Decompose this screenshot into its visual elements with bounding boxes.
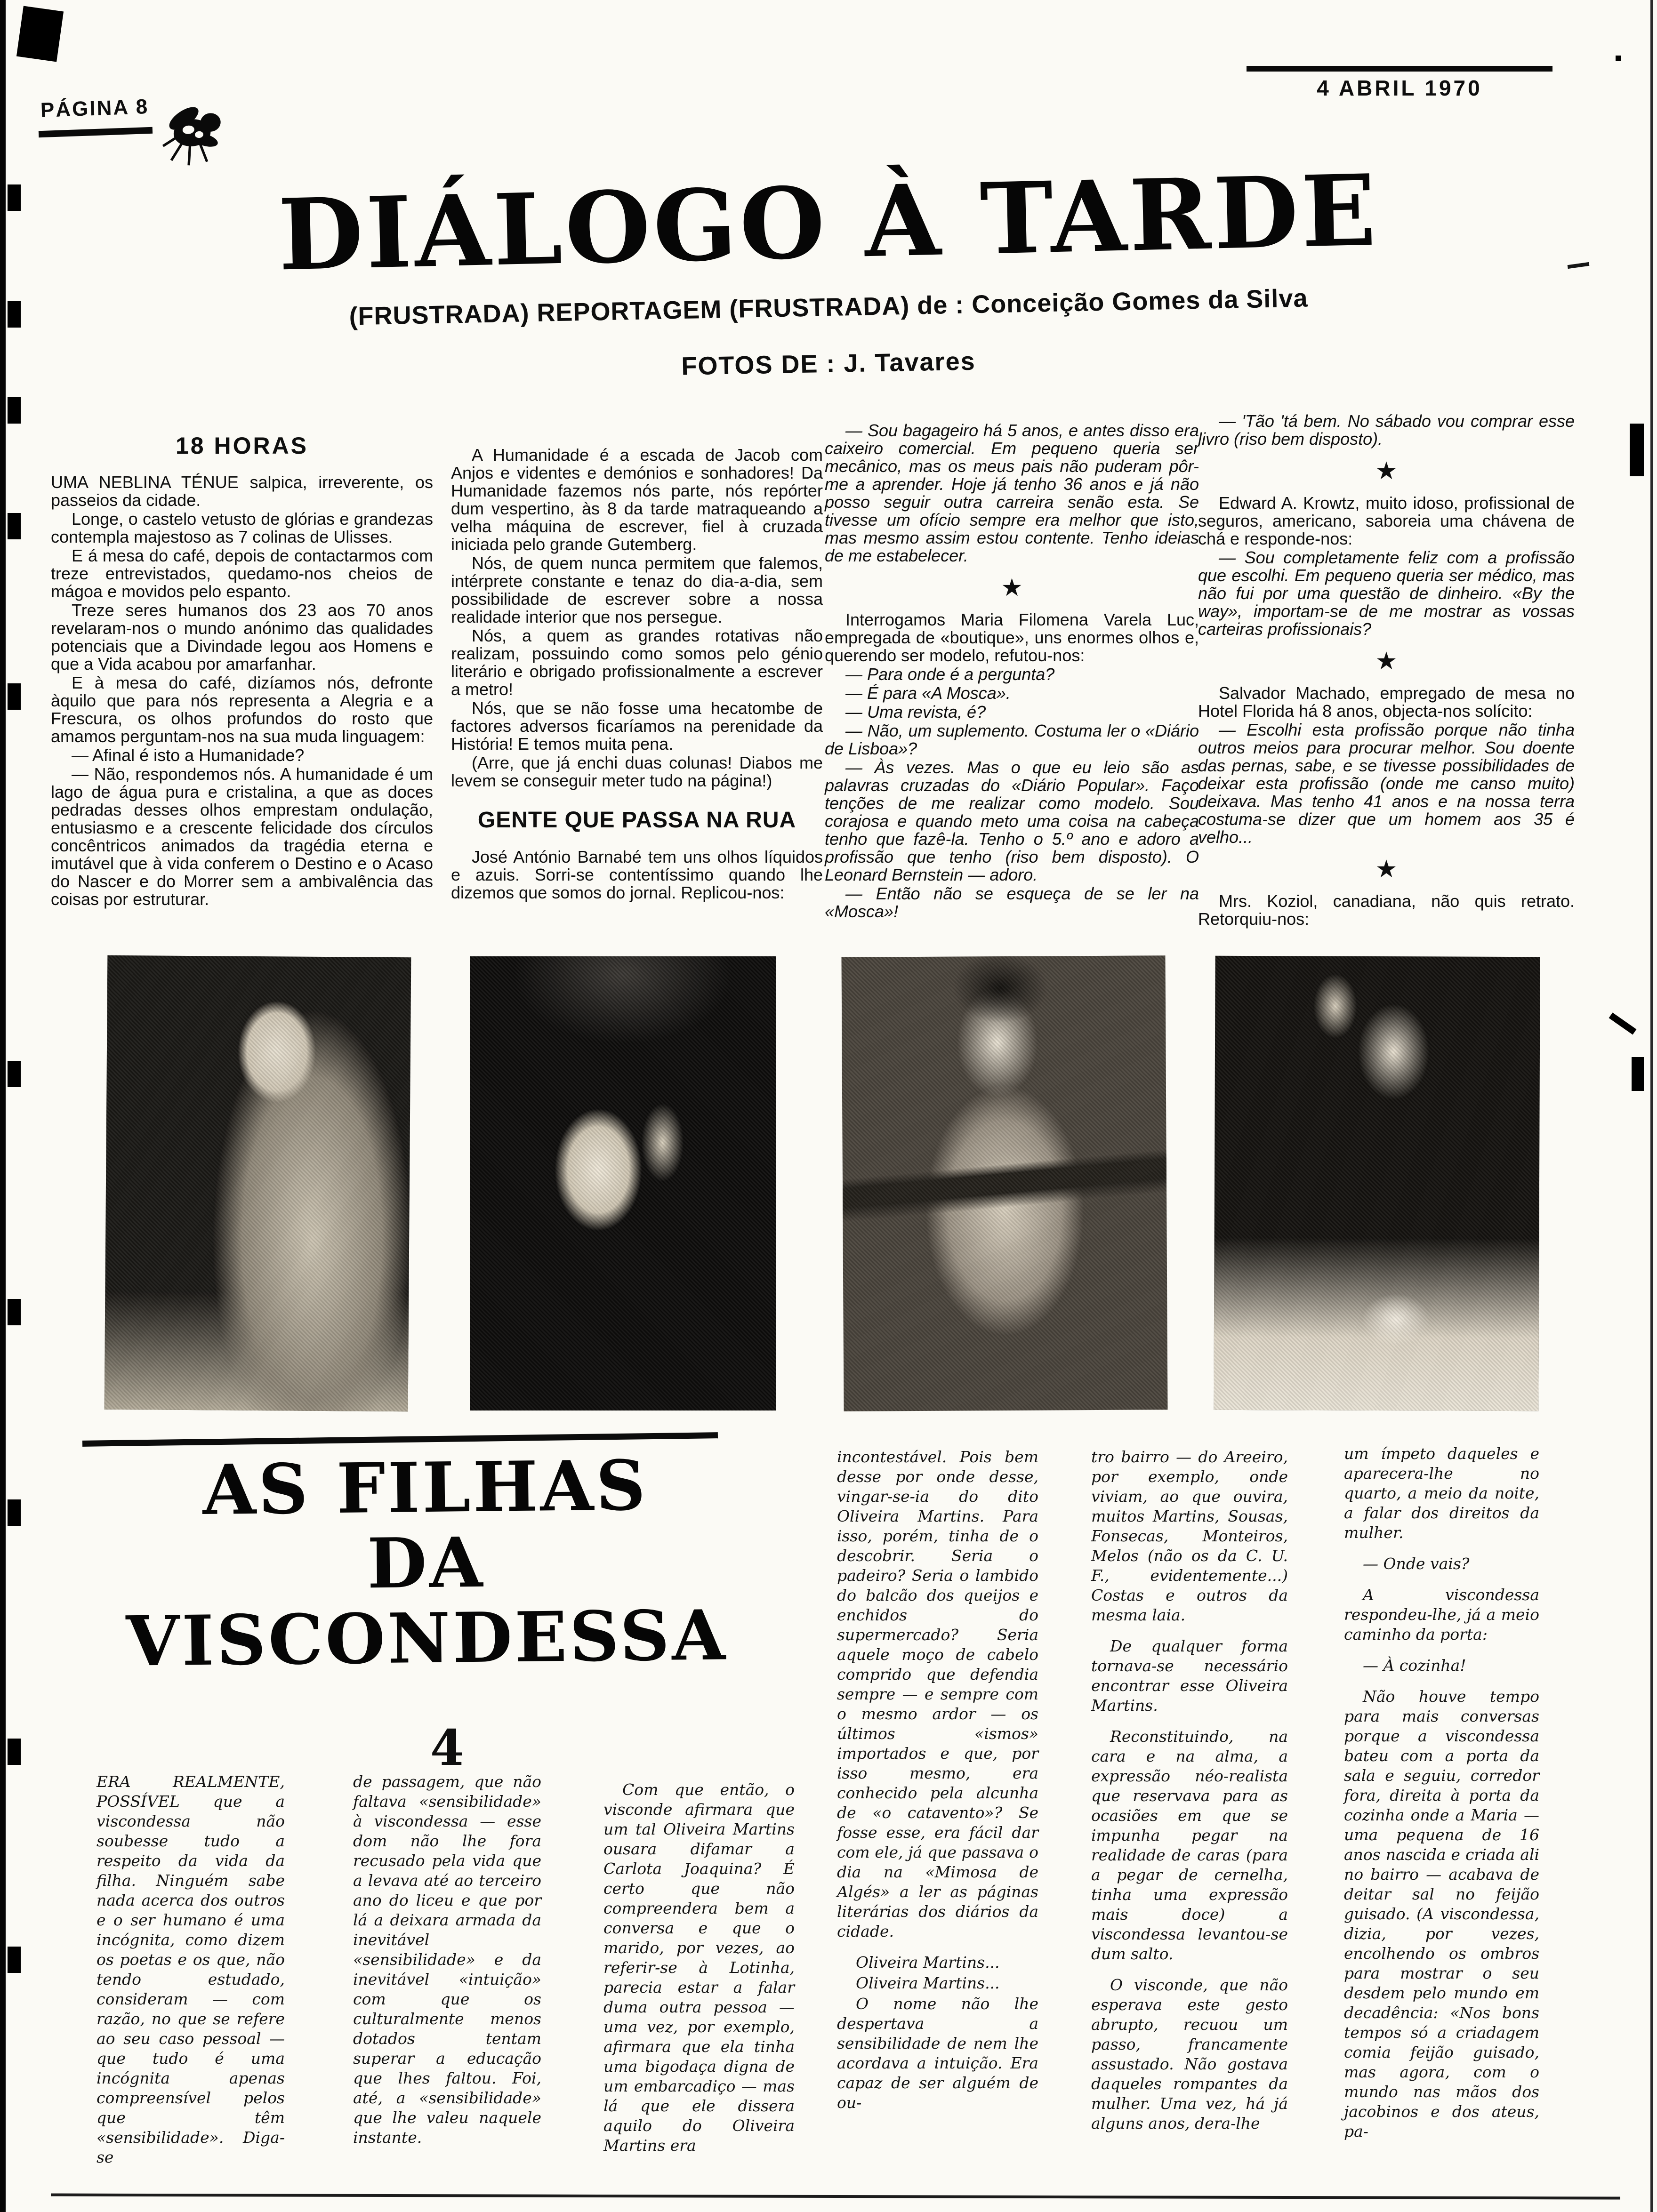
paragraph: Salvador Machado, empregado de mesa no Hotel Florida há 8 anos, objecta-nos solícito: xyxy=(1198,683,1575,721)
subhead-gente-que-passa-na-rua: GENTE QUE PASSA NA RUA xyxy=(477,808,796,833)
paragraph: Interrogamos Maria Filomena Varela Luc, empregada de «boutique», uns enormes olhos e, querendo ser modelo, refutou-nos: xyxy=(825,610,1199,665)
bottom-column-2 xyxy=(353,1772,541,2159)
bottom-rule xyxy=(51,2194,1620,2200)
bottom-column-6 xyxy=(1344,1444,1539,2153)
scan-edge-right xyxy=(1650,0,1653,2212)
paragraph: — Para onde é a pergunta? xyxy=(845,665,1055,684)
byline: (FRUSTRADA) REPORTAGEM (FRUSTRADA) de : Conceição Gomes da Silva xyxy=(349,284,1308,331)
bottom-headline-line: AS FILHAS xyxy=(202,1445,649,1531)
star-divider-icon: ★ xyxy=(1375,856,1398,883)
scan-artifact xyxy=(8,1061,21,1087)
chapter-number: 4 xyxy=(430,1719,465,1777)
scan-artifact xyxy=(16,6,64,62)
paragraph: Treze seres humanos dos 23 aos 70 anos revelaram-nos o mundo anónimo das qualidades potenciais que a Divindade legou aos Homens e que a Vida acabou por amarfanhar. xyxy=(51,601,433,673)
page-number-underline xyxy=(39,127,153,137)
paragraph: — Às vezes. Mas o que eu leio são as palavras cruzadas do «Diário Popular». Faço tenções de me realizar como modelo. Sou corajosa e quando meto uma coisa na cabeça tenho que fazê-la. Tenho o 5.º ano e adoro a profissão que tenho (riso bem disposto). O Leonard Bernstein — adoro. xyxy=(825,758,1199,884)
bottom-headline-line: VISCONDESSA xyxy=(125,1595,728,1682)
scan-artifact xyxy=(8,301,21,328)
bottom-column-3 xyxy=(603,1780,795,2167)
paragraph: — Onde vais? xyxy=(1363,1555,1470,1573)
paragraph: O visconde, que não esperava este gesto abrupto, recuou um passo, francamente assustado. Não gostava daqueles rompantes da mulher. Uma vez, há já alguns anos, dera-lhe xyxy=(1091,1976,1288,2132)
paragraph: E à mesa do café, dizíamos nós, defronte àquilo que para nós representa a Alegria e a Frescura, os olhos profundos do rosto que amamos perguntam-nos na sua muda linguagem: xyxy=(51,673,433,746)
bottom-column-1 xyxy=(97,1772,285,2179)
bottom-headline xyxy=(70,1447,783,1680)
bottom-headline-line: DA xyxy=(367,1522,485,1604)
paragraph: um ímpeto daqueles e aparecera-lhe no quarto, a meio da noite, a falar dos direitos da mulher. xyxy=(1344,1444,1539,1542)
paragraph: UMA NEBLINA TÉNUE salpica, irreverente, os passeios da cidade. xyxy=(51,473,433,510)
date-rule xyxy=(1247,66,1552,72)
scan-edge-left xyxy=(0,0,6,2212)
scan-artifact xyxy=(8,1499,21,1526)
top-column-4 xyxy=(1198,412,1575,929)
main-headline: DIÁLOGO À TARDE xyxy=(277,153,1380,293)
photo-man-in-light-suit xyxy=(105,955,411,1411)
date-label: 4 ABRIL 1970 xyxy=(1317,76,1482,100)
star-divider-icon: ★ xyxy=(1375,457,1398,485)
section-divider-rule xyxy=(82,1432,718,1447)
paragraph: tro bairro — do Areeiro, por exemplo, onde viviam, ao que ouvira, muitos Martins, Sousas, Fonsecas, Monteiros, Melos (não os da C. U. F., evidentemente...) Costas e outros da mesma laia. xyxy=(1091,1448,1288,1624)
photo-young-man-suit-tie xyxy=(841,955,1167,1411)
fly-icon xyxy=(151,84,243,173)
scan-artifact xyxy=(1630,424,1644,476)
scan-artifact xyxy=(8,513,21,539)
section-heading-18-horas: 18 HORAS xyxy=(175,433,309,459)
top-column-1 xyxy=(51,433,433,909)
top-column-3 xyxy=(825,422,1199,922)
top-column-2 xyxy=(451,446,823,903)
paragraph: de passagem, que não faltava «sensibilidade» à viscondessa — esse dom não lhe fora recusado pela vida que a levava até ao terceiro ano do liceu e que por lá a deixara armada da inevitável «sensibilidade» e da inevitável «intuição» com que os culturalmente menos dotados tentam superar a educação que lhes faltou. Foi, até, a «sensibilidade» que lhe valeu naquele instante. xyxy=(353,1772,541,2147)
scan-artifact xyxy=(8,1739,21,1765)
paragraph: ERA REALMENTE, POSSÍVEL que a viscondessa não soubesse tudo a respeito da vida da filha. Ninguém sabe nada acerca dos outros e o ser humano é uma incógnita, como dizem os poetas e os que, não tendo estudado, consideram — com razão, no que se refere ao seu caso pessoal — que tudo é uma incógnita apenas compreensível pelos que têm «sensibilidade». Diga-se xyxy=(97,1772,285,2166)
paragraph: — Uma revista, é? xyxy=(845,702,986,721)
photo-credit: FOTOS DE : J. Tavares xyxy=(681,347,976,381)
star-divider-icon: ★ xyxy=(1001,574,1023,601)
paragraph: — Não, respondemos nós. A humanidade é um lago de água pura e cristalina, a que as doces pedradas desses olhos emprestam ondulação, entusiasmo e a crescente felicidade dos círculos concêntricos animados da tragédia eterna e imutável que à vida conferem o Destino e o Acaso do Nascer e do Morrer sem a ambivalência das coisas por estruturar. xyxy=(51,764,433,909)
paragraph: — Não, um suplemento. Costuma ler o «Diário de Lisboa»? xyxy=(825,721,1199,758)
paragraph: Nós, a quem as grandes rotativas não realizam, possuindo como somos pelo génio literário e obrigado profissionalmente a escrever a metro! xyxy=(451,626,823,699)
paragraph: A Humanidade é a escada de Jacob com Anjos e videntes e demónios e sonhadores! Da Humanidade fazemos nós parte, nós repórter dum vespertino, às 8 da tarde matraqueando a velha máquina de escrever, fiel à cruzada iniciada pelo grande Gutemberg. xyxy=(451,445,823,554)
paragraph: — É para «A Mosca». xyxy=(845,683,1011,703)
paragraph: Nós, que se não fosse uma hecatombe de factores adversos ficaríamos na perenidade da História! E temos muita pena. xyxy=(451,698,823,753)
paragraph: Nós, de quem nunca permitem que falemos, intérprete constante e tenaz do dia-a-dia, sem possibilidade de escrever sobre a nossa realidade interior que nos persegue. xyxy=(451,553,823,626)
photo-elderly-man-at-table xyxy=(1214,956,1540,1411)
paragraph: — À cozinha! xyxy=(1363,1656,1466,1675)
scan-artifact xyxy=(1568,262,1590,269)
paragraph: — Sou bagageiro há 5 anos, e antes disso era caixeiro comercial. Em pequeno queria ser mecânico, mas os meus pais não puderam pôr-me a aprender. Hoje já tenho 36 anos e já não posso seguir outra carreira senão esta. Se tivesse um ofício sempre era melhor que isto, mas mesmo assim estou contente. Tenho ideias de me estabelecer. xyxy=(825,421,1199,565)
scan-artifact xyxy=(8,1947,21,1973)
scan-artifact xyxy=(8,1299,21,1325)
paragraph: Não houve tempo para mais conversas porque a viscondessa bateu com a porta da sala e seguiu, corredor fora, direita à porta da cozinha onde a Maria — uma pequena de 16 anos nascida e criada ali no bairro — acabava de deitar sal no feijão guisado. (A viscondessa, dizia, por vezes, encolhendo os ombros para mostrar o seu desdem pelo mundo em decadência: «Nos bons tempos só a criadagem comia feijão guisado, mas agora, com o mundo nas mãos dos jacobinos e dos ateus, pa- xyxy=(1344,1687,1539,2140)
scan-artifact xyxy=(1632,1057,1644,1091)
paragraph: O nome não lhe despertava a sensibilidade de nem lhe acordava a intuição. Era capaz de ser alguém de ou- xyxy=(837,1995,1038,2112)
paragraph: Oliveira Martins... xyxy=(856,1953,1000,1972)
scan-artifact xyxy=(8,683,21,710)
scan-artifact xyxy=(8,184,21,211)
bottom-column-4 xyxy=(837,1447,1038,2124)
paragraph: A viscondessa respondeu-lhe, já a meio caminho da porta: xyxy=(1344,1586,1539,1643)
bottom-column-5 xyxy=(1091,1447,1288,2145)
paragraph: — 'Tão 'tá bem. No sábado vou comprar esse livro (riso bem disposto). xyxy=(1198,411,1575,449)
paragraph: E á mesa do café, depois de contactarmos com treze entrevistados, quedamo-nos cheios de mágoa e movidos pelo espanto. xyxy=(51,546,433,601)
paragraph: José António Barnabé tem uns olhos líquidos e azuis. Sorri-se contentíssimo quando lhe dizemos que somos do jornal. Replicou-nos: xyxy=(451,847,823,902)
paragraph: Longe, o castelo vetusto de glórias e grandezas contempla majestoso as 7 colinas de Ulisses. xyxy=(51,509,433,546)
paragraph: incontestável. Pois bem desse por onde desse, vingar-se-ia do dito Oliveira Martins. Para isso, porém, tinha de o descobrir. Seria o padeiro? Seria o lambido do balcão dos queijos e enchidos do supermercado? Seria aquele moço de cabelo comprido que defendia sempre — e sempre com o mesmo ardor — os últimos «ismos» importados e que, por isso mesmo, era conhecido pela alcunha de «o catavento»? Se fosse esse, era fácil dar com ele, já que passava o dia na «Mimosa de Algés» a ler as páginas literárias dos diários da cidade. xyxy=(837,1448,1038,1940)
star-divider-icon: ★ xyxy=(1375,648,1398,675)
paragraph: — Escolhi esta profissão porque não tinha outros meios para procurar melhor. Sou doente das pernas, sabe, e se tivesse possibilidades de deixar esta profissão (onde me canso muito) deixava. Mas tenho 41 anos e na nossa terra costuma-se dizer que um homem aos 35 é velho... xyxy=(1198,720,1575,847)
paragraph: — Então não se esqueça de se ler na «Mosca»! xyxy=(825,884,1199,921)
photo-laughing-elderly-man xyxy=(470,956,776,1411)
paragraph: Edward A. Krowtz, muito idoso, profissional de seguros, americano, saboreia uma chávena de chá e responde-nos: xyxy=(1198,493,1575,548)
paragraph: Com que então, o visconde afirmara que um tal Oliveira Martins ousara difamar a Carlota Joaquina? É certo que não compreendera bem a conversa e que o marido, por vezes, ao referir-se à Lotinha, parecia estar a falar duma outra pessoa — uma vez, por exemplo, afirmara que ela tinha uma bigodaça digna de um embarcadiço — mas lá que ele dissera aquilo do Oliveira Martins era xyxy=(603,1780,795,2155)
scan-artifact xyxy=(1616,56,1621,61)
scan-artifact xyxy=(1609,1012,1637,1034)
scan-artifact xyxy=(8,397,21,424)
paragraph: De qualquer forma tornava-se necessário encontrar esse Oliveira Martins. xyxy=(1091,1637,1288,1715)
paragraph: Oliveira Martins... xyxy=(856,1974,1000,1992)
paragraph: — Sou completamente feliz com a profissão que escolhi. Em pequeno queria ser médico, mas não fui por uma questão de dinheiro. «By the way», importam-se de me mostrar as vossas carteiras profissionais? xyxy=(1198,548,1575,639)
page-number-label: PÁGINA 8 xyxy=(40,95,149,122)
paragraph: Mrs. Koziol, canadiana, não quis retrato. Retorquiu-nos: xyxy=(1198,891,1575,929)
paragraph: Reconstituindo, na cara e na alma, a expressão néo-realista que reservava para as ocasiões em que se impunha pegar na realidade de caras (para a pegar de cernelha, tinha uma expressão mais doce) a viscondessa levantou-se dum salto. xyxy=(1091,1727,1288,1963)
paragraph: (Arre, que já enchi duas colunas! Diabos me levem se conseguir meter tudo na página!) xyxy=(451,753,823,790)
paragraph: — Afinal é isto a Humanidade? xyxy=(72,745,305,765)
